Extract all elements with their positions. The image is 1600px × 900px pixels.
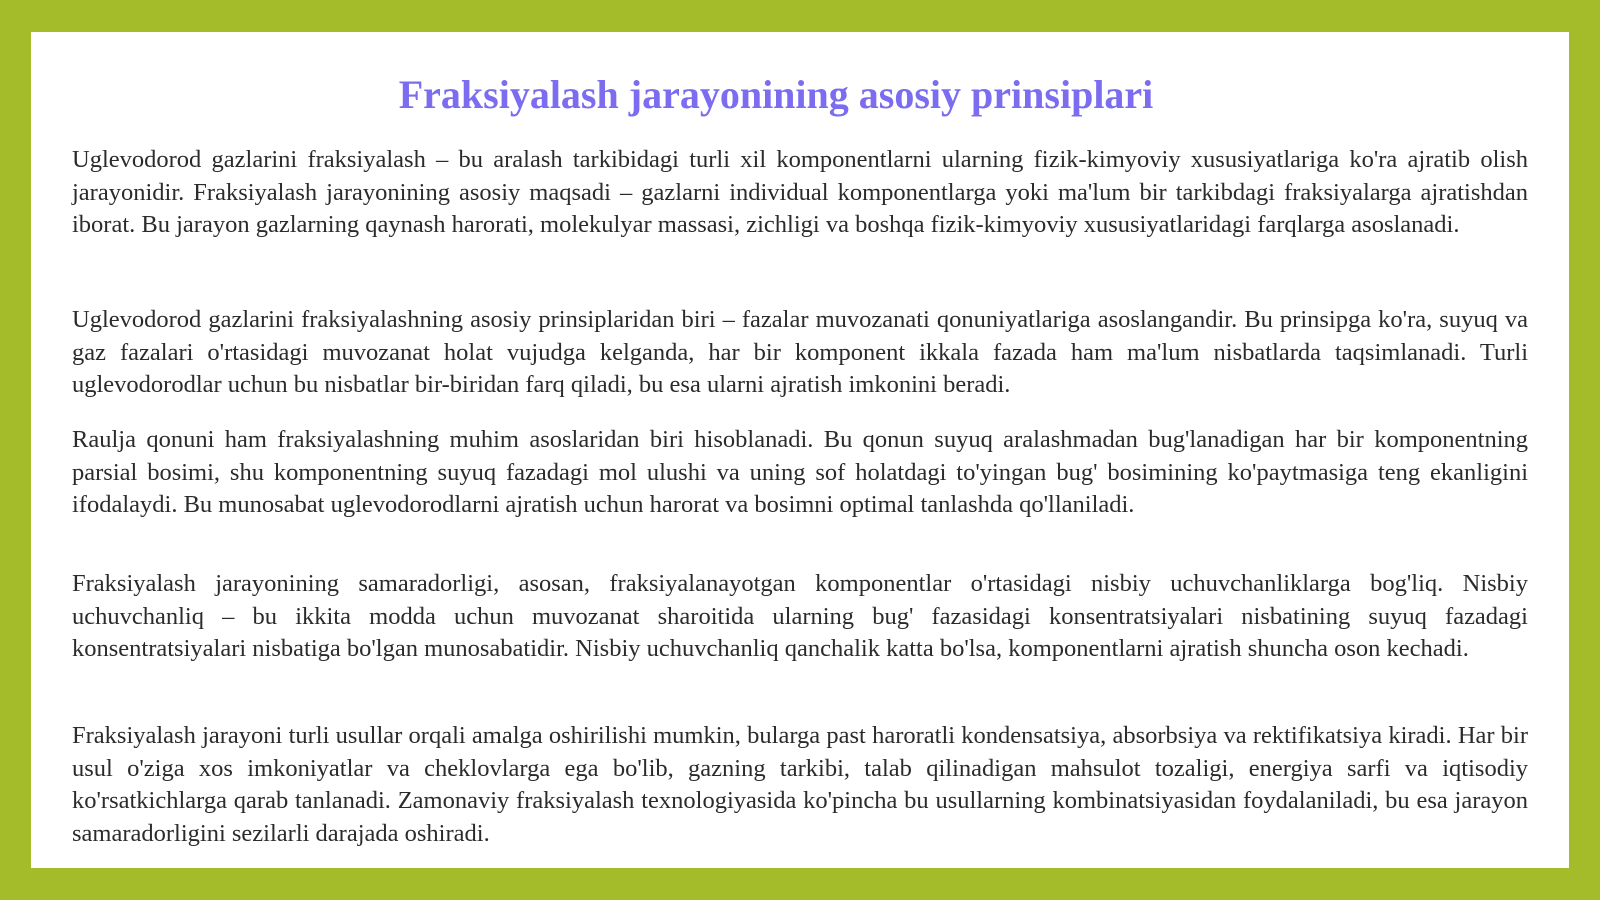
paragraph-3: Raulja qonuni ham fraksiyalashning muhim asoslaridan biri hisoblanadi. Bu qonun suyuq aralashmadan bug'lanadigan har bir komponentning parsial bosimi, shu komponentning suyuq fazadagi mol ulushi va uning sof holatdagi to'yingan bug' bosimining ko'paytmasiga teng ekanligini ifodalaydi. Bu munosabat uglevodorodlarni ajratish uchun harorat va bosimni optimal tanlashda qo'llaniladi. — [72, 426, 1528, 518]
paragraph-5: Fraksiyalash jarayoni turli usullar orqali amalga oshirilishi mumkin, bularga past haroratli kondensatsiya, absorbsiya va rektifikatsiya kiradi. Har bir usul o'ziga xos imkoniyatlar va cheklovlarga ega bo'lib, gazning tarkibi, talab qilinadigan mahsulot tozaligi, energiya sarfi va iqtisodiy ko'rsatkichlarga qarab tanlanadi. Zamonaviy fraksiyalash texnologiyasida ko'pincha bu usullarning kombinatsiyasidan foydalaniladi, bu esa jarayon samaradorligini sezilarli darajada oshiradi. — [72, 722, 1528, 847]
slide-content — [31, 32, 1569, 868]
paragraph-2: Uglevodorod gazlarini fraksiyalashning asosiy prinsiplaridan biri – fazalar muvozanati qonuniyatlariga asoslangandir. Bu prinsipga ko'ra, suyuq va gaz fazalari o'rtasidagi muvozanat holat vujudga kelganda, har bir komponent ikkala fazada ham ma'lum nisbatlarda taqsimlanadi. Turli uglevodorodlar uchun bu nisbatlar bir-biridan farq qiladi, bu esa ularni ajratish imkonini beradi. — [72, 306, 1528, 398]
paragraph-4: Fraksiyalash jarayonining samaradorligi, asosan, fraksiyalanayotgan komponentlar o'rtasidagi nisbiy uchuvchanliklarga bog'liq. Nisbiy uchuvchanliq – bu ikkita modda uchun muvozanat sharoitida ularning bug' fazasidagi konsentratsiyalari nisbatining suyuq fazadagi konsentratsiyalari nisbatiga bo'lgan munosabatidir. Nisbiy uchuvchanliq qanchalik katta bo'lsa, komponentlarni ajratish shuncha oson kechadi. — [72, 570, 1528, 662]
paragraph-1: Uglevodorod gazlarini fraksiyalash – bu aralash tarkibidagi turli xil komponentlarni ularning fizik-kimyoviy xususiyatlariga ko'ra ajratib olish jarayonidir. Fraksiyalash jarayonining asosiy maqsadi – gazlarni individual komponentlarga yoki ma'lum bir tarkibdagi fraksiyalarga ajratishdan iborat. Bu jarayon gazlarning qaynash harorati, molekulyar massasi, zichligi va boshqa fizik-kimyoviy xususiyatlaridagi farqlarga asoslanadi. — [72, 146, 1528, 238]
slide-title: Fraksiyalash jarayonining asosiy prinsiplari — [398, 72, 1154, 117]
